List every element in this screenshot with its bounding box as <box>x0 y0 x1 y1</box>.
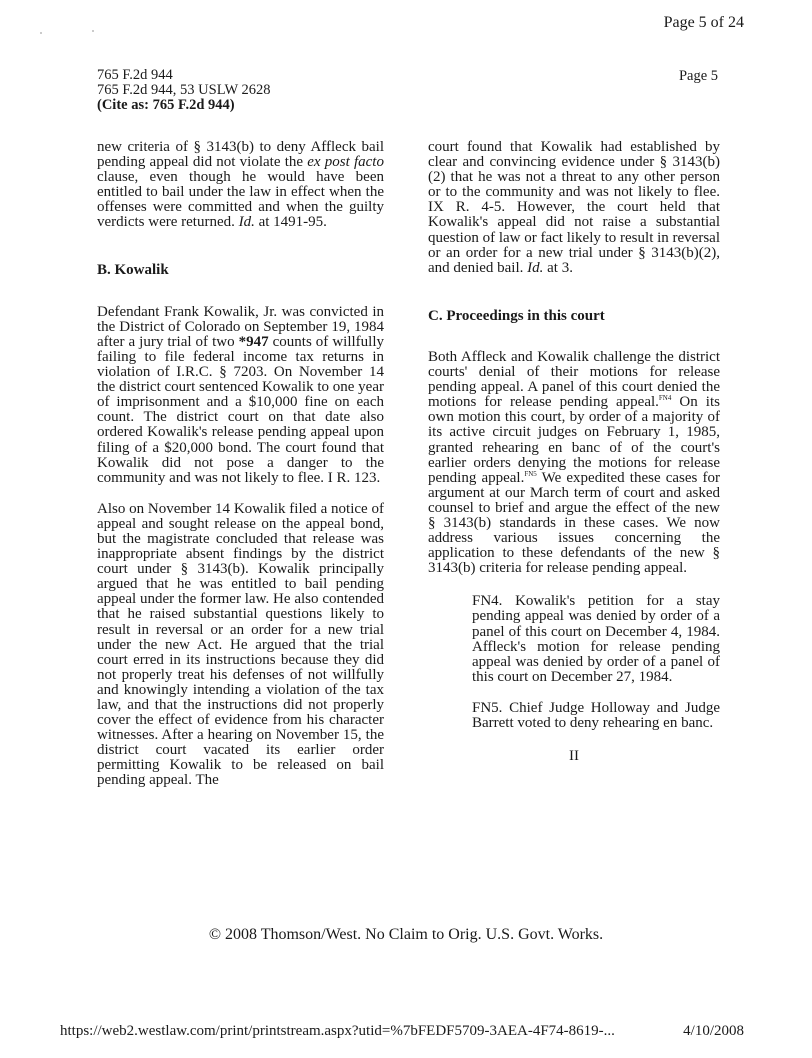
id-citation: Id. <box>527 259 544 276</box>
paragraph: Both Affleck and Kowalik challenge the district courts' denial of their motions for release pending appeal. A panel of this court denied the motions for release pending appeal.$^{FN4}$ On its own motion this court, by order of a majority of its active circuit judges on February 1, 1985, granted rehearing en banc of of the court's earlier orders denying the motions for release pending appeal.$^{FN5}$ We expedited these cases for argument at our March term of court and asked counsel to brief and argue the effect of the new § 3143(b) standards in these cases. We now address various issues concerning the application to these defendants of the new § 3143(b) criteria for release pending appeal. <box>428 348 720 577</box>
cite-as: (Cite as: 765 F.2d 944) <box>97 97 235 113</box>
section-numeral: II <box>569 748 579 765</box>
copyright-notice: © 2008 Thomson/West. No Claim to Orig. U.S. Govt. Works. <box>208 926 604 943</box>
emphasis: ex post facto <box>307 154 384 171</box>
citation-block <box>97 68 271 113</box>
citation-line: 765 F.2d 944 <box>97 67 173 83</box>
paragraph: court found that Kowalik had established by clear and convincing evidence under § 3143(b)(2) that he was not a threat to any other person or to the community and was not likely to flee. IX R. 4-5. However, the court held that Kowalik's appeal did not raise a substantial question of law or fact likely to result in reversal or an order for a new trial under § 3143(b)(2), and denied bail. Id. at 3. <box>428 139 720 276</box>
paragraph: Also on November 14 Kowalik filed a notice of appeal and sought release on the appeal bond, but the magistrate concluded that release was inappropriate absent findings by the district court under § 3143(b). Kowalik principally argued that he was entitled to bail pending appeal under the former law. He also contended that he raised substantial questions likely to result in reversal or an order for a new trial under the new Act. He argued that the trial court erred in its instructions because they did not properly treat his defenses of not willfully and knowingly intending a violation of the tax law, and that the instructions did not properly cover the effect of evidence from his character witnesses. After a hearing on November 15, the district court vacated its earlier order permitting Kowalik to be released on bail pending appeal. The <box>97 500 384 789</box>
footnote-fn4: FN4. Kowalik's petition for a stay pending appeal was denied by order of a panel of this court on December 4, 1984. Affleck's motion for release pending appeal was denied by order of a panel of this court on December 27, 1984. <box>472 593 720 685</box>
right-column <box>428 140 720 764</box>
section-heading-c: C. Proceedings in this court <box>428 307 605 324</box>
print-url: https://web2.westlaw.com/print/printstream.aspx?utid=%7bFEDF5709-3AEA-4F74-8619-... <box>60 1023 615 1039</box>
star-page: *947 <box>238 333 269 350</box>
left-column <box>97 140 384 789</box>
scan-speck <box>92 30 94 32</box>
print-date: 4/10/2008 <box>683 1023 744 1039</box>
citation-line: 765 F.2d 944, 53 USLW 2628 <box>97 82 271 98</box>
scan-speck <box>40 32 42 34</box>
page-count: Page 5 of 24 <box>663 14 744 31</box>
paragraph: Defendant Frank Kowalik, Jr. was convicted in the District of Colorado on September 19, 1984 after a jury trial of two *947 counts of willfully failing to file federal income tax returns in violation of I.R.C. § 7203. On November 14 the district court sentenced Kowalik to one year of imprisonment and a $10,000 fine on each count. The district court on that date also ordered Kowalik's release pending appeal upon filing of a $20,000 bond. The court found that Kowalik did not pose a danger to the community and was not likely to flee. I R. 123. <box>97 303 384 486</box>
paragraph: new criteria of § 3143(b) to deny Affleck bail pending appeal did not violate the ex post facto clause, even though he would have been entitled to bail under the law in effect when the offenses were committed and when the guilty verdicts were returned. Id. at 1491-95. <box>97 139 384 231</box>
footnote-ref-fn4[interactable]: FN4 <box>658 394 672 403</box>
id-citation: Id. <box>238 214 255 231</box>
section-heading-b: B. Kowalik <box>97 261 169 278</box>
footnote-ref-fn5[interactable]: FN5 <box>524 469 537 478</box>
footnote-fn5: FN5. Chief Judge Holloway and Judge Barrett voted to deny rehearing en banc. <box>472 699 720 731</box>
page-label: Page 5 <box>678 68 718 84</box>
